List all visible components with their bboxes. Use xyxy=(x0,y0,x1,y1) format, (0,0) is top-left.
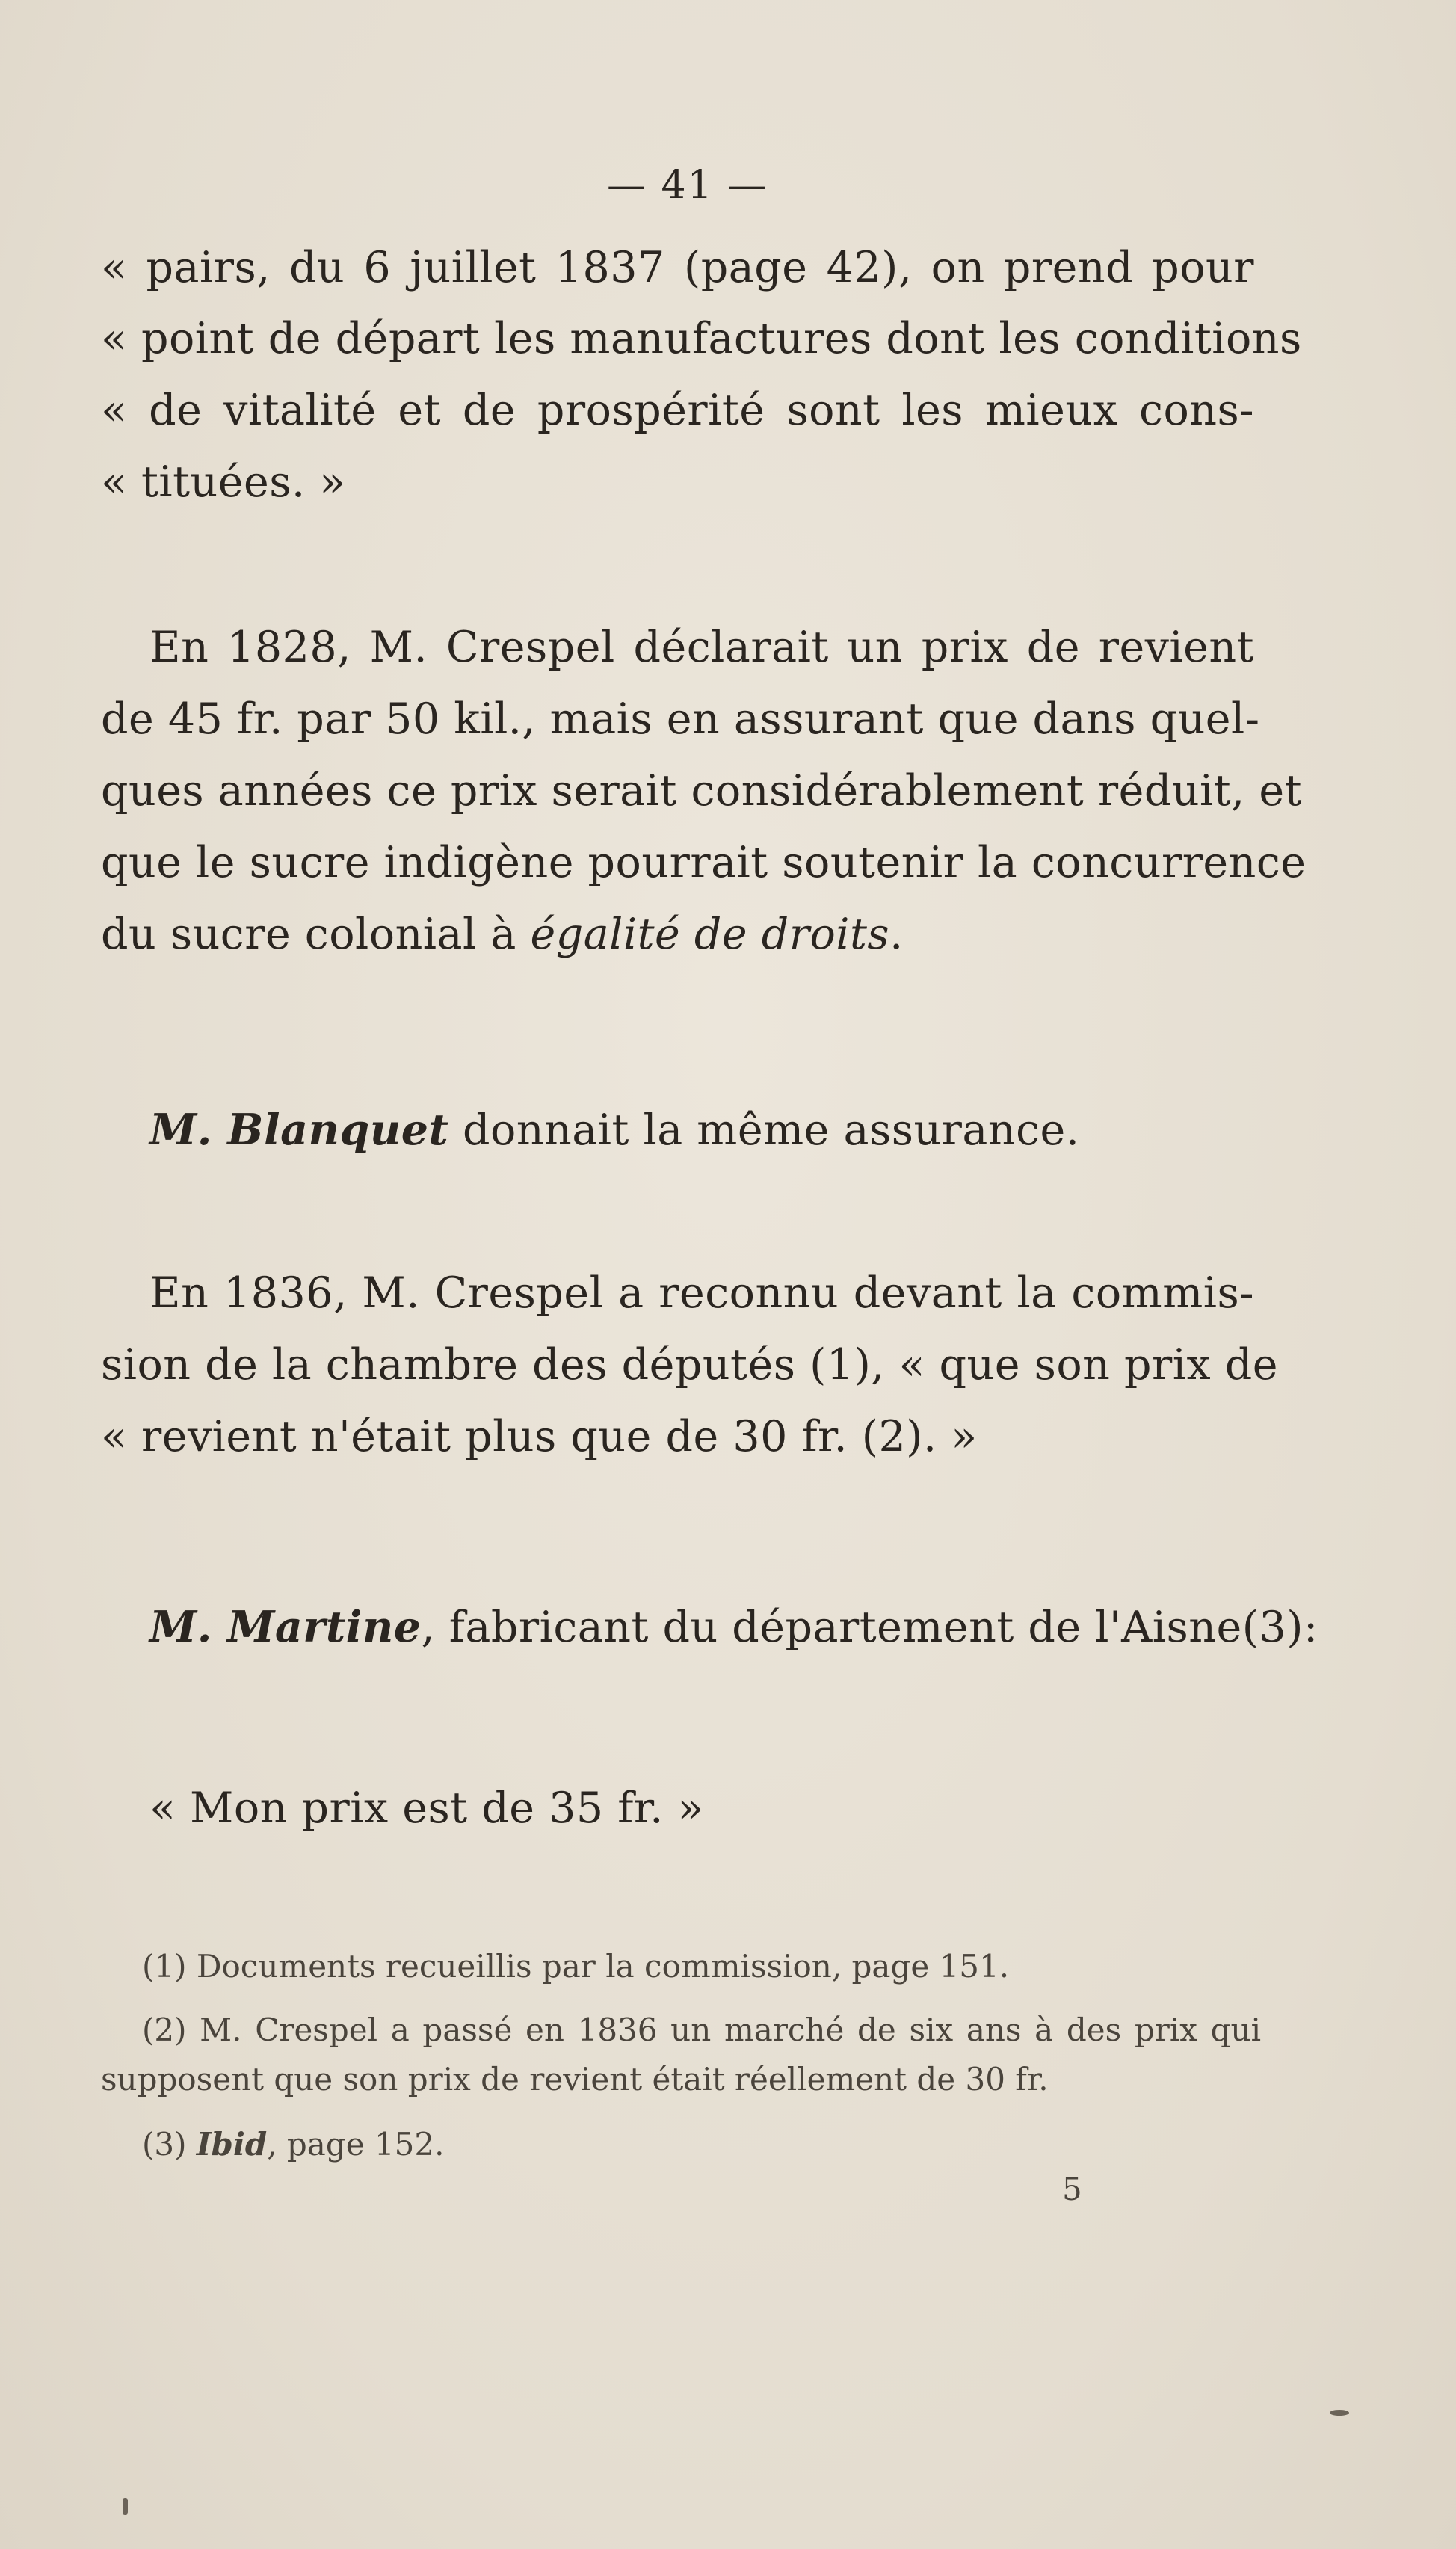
text-line-14-rest: , fabricant du département de l'Aisne(3): xyxy=(421,1603,1318,1652)
text-line-4: « tituées. » xyxy=(101,457,346,507)
text-line-12: sion de la chambre des députés (1), « que son prix de xyxy=(101,1340,1278,1390)
text-line-6: de 45 fr. par 50 kil., mais en assurant que dans quel- xyxy=(101,694,1260,744)
footnote-2-continued: supposent que son prix de revient était réellement de 30 fr. xyxy=(101,2061,1049,2098)
name-m-martine: M. Martine xyxy=(149,1602,422,1652)
text-line-13: « revient n'était plus que de 30 fr. (2). » xyxy=(101,1412,978,1461)
name-m-blanquet: M. Blanquet xyxy=(149,1105,449,1155)
text-line-9 xyxy=(101,910,904,959)
footnote-3 xyxy=(142,2126,445,2163)
footnote-2: (2) M. Crespel a passé en 1836 un marché de six ans à des prix qui xyxy=(142,2012,1261,2048)
text-line-10-rest: donnait la même assurance. xyxy=(448,1106,1080,1155)
page-number: — 41 — xyxy=(607,163,768,208)
paper-speck xyxy=(1330,2410,1349,2416)
text-line-5: En 1828, M. Crespel déclarait un prix de revient xyxy=(149,623,1254,672)
footnote-3-marker: (3) xyxy=(142,2126,187,2163)
text-line-8: que le sucre indigène pourrait soutenir la concurrence xyxy=(101,838,1307,887)
signature-mark: 5 xyxy=(1062,2171,1082,2207)
footnote-1: (1) Documents recueillis par la commission, page 151. xyxy=(142,1948,1010,1985)
text-line-9-end: . xyxy=(889,910,904,959)
footnote-3-ibid: Ibid xyxy=(196,2126,268,2163)
text-line-10 xyxy=(149,1105,1080,1155)
text-line-9-start: du sucre colonial à xyxy=(101,910,516,959)
emphasis-egalite-de-droits: égalité de droits xyxy=(530,910,890,959)
text-line-11: En 1836, M. Crespel a reconnu devant la commis- xyxy=(149,1269,1254,1318)
text-line-3: « de vitalité et de prospérité sont les mieux cons- xyxy=(101,386,1254,435)
text-line-14 xyxy=(149,1602,1318,1652)
footnote-3-rest: , page 152. xyxy=(267,2126,445,2163)
text-line-7: ques années ce prix serait considérablement réduit, et xyxy=(101,766,1303,816)
text-line-15: « Mon prix est de 35 fr. » xyxy=(149,1784,704,1833)
text-line-2: « point de départ les manufactures dont les conditions xyxy=(101,314,1302,363)
text-line-1: « pairs, du 6 juillet 1837 (page 42), on prend pour xyxy=(101,243,1254,292)
paper-speck xyxy=(123,2498,128,2515)
